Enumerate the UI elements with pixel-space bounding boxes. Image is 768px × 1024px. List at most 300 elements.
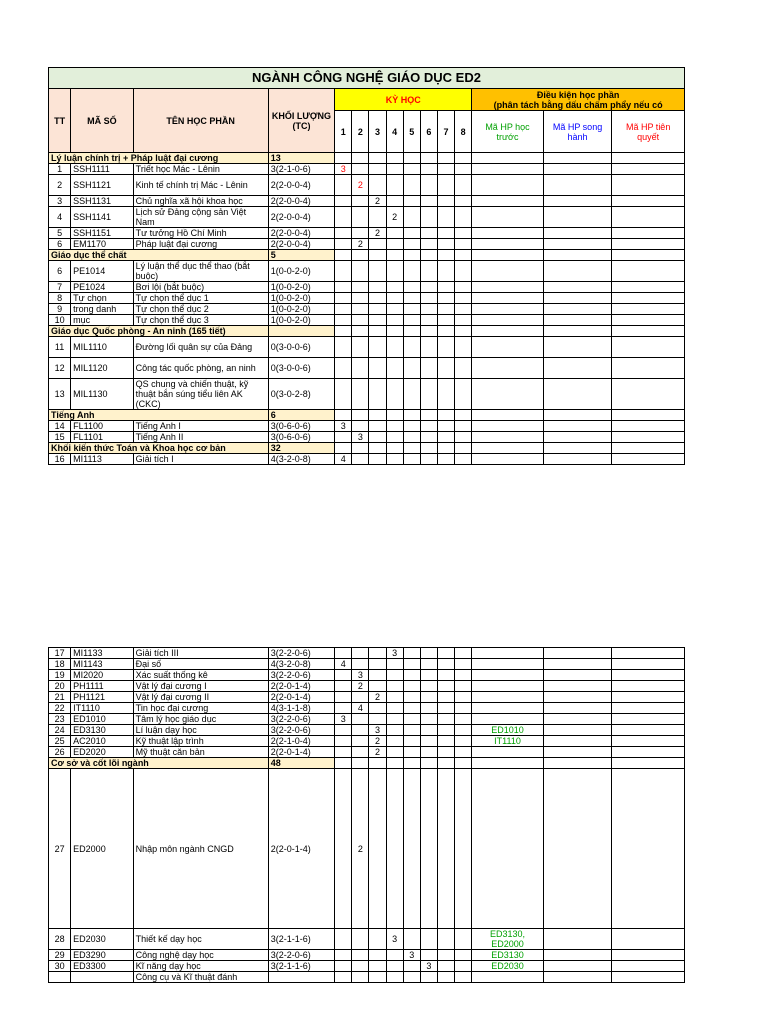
semester-cell: [369, 961, 386, 972]
semester-cell: [420, 164, 437, 175]
parallel-cell: [543, 261, 612, 282]
semester-cell: [352, 961, 369, 972]
parallel-cell: [543, 326, 612, 337]
semester-value: 3: [335, 714, 352, 725]
semester-cell: [352, 758, 369, 769]
semester-cell: [352, 421, 369, 432]
semester-cell: [335, 443, 352, 454]
prereq-value: ED2030: [472, 961, 544, 972]
semester-cell: [386, 337, 403, 358]
semester-3: 3: [369, 111, 386, 153]
semester-cell: [437, 681, 454, 692]
parallel-cell: [543, 432, 612, 443]
semester-cell: [403, 358, 420, 379]
semester-cell: [335, 950, 352, 961]
prereq-cell: [472, 239, 544, 250]
semester-cell: [420, 747, 437, 758]
row-ten-hoc-phan: Chủ nghĩa xã hội khoa học: [133, 196, 268, 207]
semester-cell: [420, 432, 437, 443]
semester-cell: [335, 228, 352, 239]
semester-value: 3: [420, 961, 437, 972]
table-row: [49, 337, 685, 358]
semester-cell: [352, 736, 369, 747]
row-ten-hoc-phan: Bơi lội (bắt buộc): [133, 282, 268, 293]
semester-cell: [403, 207, 420, 228]
row-ma-so: MIL1120: [71, 358, 133, 379]
prereq-cell: [472, 769, 544, 929]
row-tt: 2: [49, 175, 71, 196]
semester-cell: [335, 747, 352, 758]
prereq-cell: [472, 443, 544, 454]
section-credits: 6: [268, 410, 335, 421]
table-row: [49, 304, 685, 315]
prereq-value: IT1110: [472, 736, 544, 747]
row-khoi-luong: 2(2-0-0-4): [268, 228, 335, 239]
row-ten-hoc-phan: Vật lý đại cương II: [133, 692, 268, 703]
semester-cell: [403, 164, 420, 175]
semester-cell: [403, 929, 420, 950]
semester-cell: [352, 358, 369, 379]
row-tt: 25: [49, 736, 71, 747]
row-tt: 16: [49, 454, 71, 465]
semester-cell: [455, 175, 472, 196]
semester-cell: [386, 358, 403, 379]
row-ma-so: ED2030: [71, 929, 133, 950]
row-ten-hoc-phan: Vật lý đại cương I: [133, 681, 268, 692]
semester-cell: [369, 250, 386, 261]
semester-cell: [455, 659, 472, 670]
header-tt: TT: [49, 89, 71, 153]
semester-cell: [403, 153, 420, 164]
parallel-cell: [543, 972, 612, 983]
semester-2: 2: [352, 111, 369, 153]
required-cell: [612, 725, 685, 736]
required-cell: [612, 747, 685, 758]
semester-cell: [352, 659, 369, 670]
semester-cell: [420, 443, 437, 454]
row-ma-so: EM1170: [71, 239, 133, 250]
semester-cell: [386, 961, 403, 972]
semester-cell: [403, 961, 420, 972]
semester-cell: [403, 337, 420, 358]
semester-cell: [420, 315, 437, 326]
semester-cell: [369, 950, 386, 961]
section-credits: 5: [268, 250, 335, 261]
parallel-cell: [543, 736, 612, 747]
semester-cell: [352, 282, 369, 293]
semester-cell: [335, 175, 352, 196]
semester-cell: [437, 207, 454, 228]
semester-cell: [403, 648, 420, 659]
semester-cell: [352, 153, 369, 164]
semester-cell: [403, 454, 420, 465]
semester-cell: [437, 950, 454, 961]
semester-cell: [403, 659, 420, 670]
parallel-cell: [543, 714, 612, 725]
semester-cell: [369, 282, 386, 293]
semester-value: 2: [352, 175, 369, 196]
semester-cell: [369, 410, 386, 421]
required-cell: [612, 929, 685, 950]
semester-cell: [386, 681, 403, 692]
semester-cell: [437, 758, 454, 769]
semester-cell: [335, 758, 352, 769]
semester-cell: [455, 972, 472, 983]
row-khoi-luong: 2(2-0-1-4): [268, 769, 335, 929]
section-title: Giáo dục thể chất: [49, 250, 269, 261]
semester-cell: [352, 196, 369, 207]
required-cell: [612, 648, 685, 659]
semester-cell: [335, 972, 352, 983]
semester-cell: [369, 454, 386, 465]
semester-cell: [369, 326, 386, 337]
parallel-cell: [543, 207, 612, 228]
semester-cell: [369, 207, 386, 228]
semester-cell: [420, 929, 437, 950]
prereq-cell: [472, 681, 544, 692]
semester-cell: [420, 196, 437, 207]
semester-7: 7: [437, 111, 454, 153]
semester-cell: [403, 326, 420, 337]
row-ma-so: SSH1111: [71, 164, 133, 175]
parallel-cell: [543, 961, 612, 972]
semester-cell: [455, 432, 472, 443]
semester-cell: [335, 648, 352, 659]
semester-cell: [437, 153, 454, 164]
semester-cell: [455, 337, 472, 358]
semester-cell: [437, 228, 454, 239]
row-tt: 11: [49, 337, 71, 358]
row-ma-so: MI1143: [71, 659, 133, 670]
parallel-cell: [543, 164, 612, 175]
prereq-cell: [472, 358, 544, 379]
table-row: [49, 293, 685, 304]
header-khoi-luong: KHỐI LƯỢNG (TC): [268, 89, 335, 153]
semester-cell: [403, 443, 420, 454]
semester-cell: [352, 692, 369, 703]
table-row: [49, 929, 685, 950]
row-ten-hoc-phan: Nhập môn ngành CNGD: [133, 769, 268, 929]
semester-cell: [455, 747, 472, 758]
semester-cell: [437, 410, 454, 421]
semester-cell: [386, 239, 403, 250]
prereq-value: ED3130: [472, 950, 544, 961]
prereq-cell: [472, 153, 544, 164]
table-row: [49, 725, 685, 736]
row-ma-so: ED3130: [71, 725, 133, 736]
row-khoi-luong: 3(2-2-0-6): [268, 648, 335, 659]
row-khoi-luong: 1(0-0-2-0): [268, 282, 335, 293]
prereq-cell: [472, 758, 544, 769]
semester-cell: [455, 315, 472, 326]
prereq-cell: [472, 972, 544, 983]
semester-cell: [420, 972, 437, 983]
semester-cell: [352, 747, 369, 758]
required-cell: [612, 703, 685, 714]
row-khoi-luong: 1(0-0-2-0): [268, 304, 335, 315]
row-khoi-luong: 3(2-2-0-6): [268, 725, 335, 736]
required-cell: [612, 164, 685, 175]
semester-cell: [437, 443, 454, 454]
semester-cell: [386, 714, 403, 725]
row-tt: 10: [49, 315, 71, 326]
semester-cell: [455, 153, 472, 164]
semester-cell: [335, 432, 352, 443]
semester-8: 8: [455, 111, 472, 153]
semester-cell: [335, 282, 352, 293]
row-ten-hoc-phan: Triết học Mác - Lênin: [133, 164, 268, 175]
table-row: [49, 315, 685, 326]
prereq-cell: [472, 282, 544, 293]
row-ma-so: IT1110: [71, 703, 133, 714]
semester-cell: [335, 326, 352, 337]
semester-cell: [369, 769, 386, 929]
required-cell: [612, 714, 685, 725]
row-tt: 30: [49, 961, 71, 972]
semester-cell: [335, 670, 352, 681]
semester-cell: [369, 153, 386, 164]
semester-cell: [420, 293, 437, 304]
semester-cell: [455, 929, 472, 950]
semester-cell: [335, 358, 352, 379]
semester-cell: [352, 714, 369, 725]
semester-cell: [437, 315, 454, 326]
parallel-cell: [543, 175, 612, 196]
row-khoi-luong: 2(2-0-0-4): [268, 175, 335, 196]
row-tt: 15: [49, 432, 71, 443]
semester-cell: [420, 758, 437, 769]
semester-cell: [437, 703, 454, 714]
semester-cell: [455, 196, 472, 207]
row-tt: 27: [49, 769, 71, 929]
semester-cell: [420, 454, 437, 465]
semester-value: 2: [369, 747, 386, 758]
table-row: [49, 261, 685, 282]
required-cell: [612, 410, 685, 421]
semester-cell: [437, 326, 454, 337]
row-ma-so: ED2020: [71, 747, 133, 758]
required-cell: [612, 432, 685, 443]
row-tt: 8: [49, 293, 71, 304]
semester-cell: [369, 261, 386, 282]
row-khoi-luong: 2(2-0-0-4): [268, 239, 335, 250]
row-ma-so: MIL1130: [71, 379, 133, 410]
required-cell: [612, 961, 685, 972]
semester-cell: [437, 736, 454, 747]
semester-cell: [335, 929, 352, 950]
required-cell: [612, 379, 685, 410]
semester-cell: [386, 703, 403, 714]
semester-cell: [403, 315, 420, 326]
semester-cell: [420, 769, 437, 929]
row-ma-so: SSH1141: [71, 207, 133, 228]
row-ma-so: trong danh: [71, 304, 133, 315]
semester-cell: [455, 454, 472, 465]
semester-cell: [437, 304, 454, 315]
semester-cell: [403, 972, 420, 983]
header-ten-hoc-phan: TÊN HỌC PHẦN: [133, 89, 268, 153]
semester-cell: [352, 454, 369, 465]
section-row: [49, 410, 685, 421]
semester-cell: [335, 681, 352, 692]
row-khoi-luong: 2(2-0-0-4): [268, 196, 335, 207]
row-khoi-luong: [268, 972, 335, 983]
row-ten-hoc-phan: Đường lối quân sự của Đảng: [133, 337, 268, 358]
table-row: [49, 972, 685, 983]
semester-cell: [420, 175, 437, 196]
semester-cell: [352, 648, 369, 659]
semester-cell: [455, 358, 472, 379]
semester-cell: [352, 410, 369, 421]
prereq-cell: [472, 326, 544, 337]
semester-cell: [369, 337, 386, 358]
semester-cell: [455, 228, 472, 239]
row-ma-so: ED3300: [71, 961, 133, 972]
curriculum-table-part1: [48, 67, 685, 465]
required-cell: [612, 261, 685, 282]
semester-cell: [369, 315, 386, 326]
semester-cell: [369, 304, 386, 315]
row-khoi-luong: 1(0-0-2-0): [268, 315, 335, 326]
row-khoi-luong: 1(0-0-2-0): [268, 261, 335, 282]
row-ten-hoc-phan: Tự chọn thể dục 2: [133, 304, 268, 315]
required-cell: [612, 315, 685, 326]
semester-cell: [437, 929, 454, 950]
semester-cell: [335, 961, 352, 972]
parallel-cell: [543, 670, 612, 681]
row-ma-so: ED3290: [71, 950, 133, 961]
table-row: [49, 282, 685, 293]
semester-cell: [455, 950, 472, 961]
table-row: [49, 681, 685, 692]
semester-cell: [455, 725, 472, 736]
table-row: [49, 164, 685, 175]
table-row: [49, 432, 685, 443]
semester-cell: [403, 758, 420, 769]
semester-value: 2: [386, 207, 403, 228]
row-ten-hoc-phan: Giải tích III: [133, 648, 268, 659]
row-tt: 17: [49, 648, 71, 659]
prereq-cell: [472, 432, 544, 443]
section-credits: 32: [268, 443, 335, 454]
semester-cell: [420, 421, 437, 432]
semester-cell: [420, 681, 437, 692]
row-tt: 22: [49, 703, 71, 714]
semester-cell: [437, 164, 454, 175]
row-ten-hoc-phan: Xác suất thống kê: [133, 670, 268, 681]
semester-cell: [386, 443, 403, 454]
semester-cell: [386, 175, 403, 196]
prereq-cell: [472, 293, 544, 304]
section-credits: [268, 326, 335, 337]
row-ma-so: FL1101: [71, 432, 133, 443]
semester-cell: [403, 175, 420, 196]
semester-cell: [437, 358, 454, 379]
row-khoi-luong: 2(2-0-1-4): [268, 681, 335, 692]
semester-cell: [403, 293, 420, 304]
row-tt: 9: [49, 304, 71, 315]
section-row: [49, 250, 685, 261]
required-cell: [612, 250, 685, 261]
prereq-cell: [472, 454, 544, 465]
semester-cell: [369, 175, 386, 196]
semester-cell: [386, 379, 403, 410]
row-khoi-luong: 3(2-2-0-6): [268, 950, 335, 961]
required-cell: [612, 175, 685, 196]
section-row: [49, 153, 685, 164]
row-khoi-luong: 3(2-1-0-6): [268, 164, 335, 175]
parallel-cell: [543, 304, 612, 315]
header-ma-hp-hoc-truoc: Mã HP học trước: [472, 111, 544, 153]
semester-cell: [386, 950, 403, 961]
parallel-cell: [543, 648, 612, 659]
row-ten-hoc-phan: Công nghệ dạy học: [133, 950, 268, 961]
row-tt: 6: [49, 239, 71, 250]
semester-cell: [420, 659, 437, 670]
semester-value: 2: [369, 736, 386, 747]
semester-cell: [420, 410, 437, 421]
semester-cell: [403, 304, 420, 315]
table-row: [49, 207, 685, 228]
semester-cell: [420, 250, 437, 261]
row-ma-so: PE1014: [71, 261, 133, 282]
semester-cell: [420, 692, 437, 703]
parallel-cell: [543, 250, 612, 261]
section-title: Giáo dục Quốc phòng - An ninh (165 tiết): [49, 326, 269, 337]
semester-value: 2: [369, 692, 386, 703]
semester-cell: [386, 769, 403, 929]
row-ten-hoc-phan: Giải tích I: [133, 454, 268, 465]
row-tt: 29: [49, 950, 71, 961]
parallel-cell: [543, 747, 612, 758]
row-ten-hoc-phan: Công tác quốc phòng, an ninh: [133, 358, 268, 379]
semester-cell: [455, 714, 472, 725]
parallel-cell: [543, 379, 612, 410]
row-khoi-luong: 4(3-2-0-8): [268, 659, 335, 670]
semester-cell: [352, 337, 369, 358]
row-ten-hoc-phan: Đại số: [133, 659, 268, 670]
semester-cell: [455, 758, 472, 769]
curriculum-table-part2: [48, 647, 685, 983]
semester-cell: [455, 379, 472, 410]
required-cell: [612, 950, 685, 961]
semester-cell: [352, 228, 369, 239]
prereq-cell: [472, 175, 544, 196]
semester-value: 2: [369, 196, 386, 207]
parallel-cell: [543, 950, 612, 961]
semester-cell: [437, 725, 454, 736]
semester-cell: [335, 196, 352, 207]
table-row: [49, 703, 685, 714]
row-khoi-luong: 0(3-0-0-6): [268, 337, 335, 358]
semester-cell: [437, 239, 454, 250]
prereq-cell: [472, 714, 544, 725]
semester-cell: [386, 454, 403, 465]
semester-cell: [420, 725, 437, 736]
prereq-cell: [472, 421, 544, 432]
semester-cell: [403, 681, 420, 692]
semester-cell: [420, 326, 437, 337]
table-row: [49, 714, 685, 725]
parallel-cell: [543, 659, 612, 670]
required-cell: [612, 282, 685, 293]
semester-cell: [420, 379, 437, 410]
semester-cell: [403, 670, 420, 681]
semester-cell: [386, 164, 403, 175]
semester-cell: [335, 769, 352, 929]
row-ma-so: MIL1110: [71, 337, 133, 358]
prereq-value: ED1010: [472, 725, 544, 736]
